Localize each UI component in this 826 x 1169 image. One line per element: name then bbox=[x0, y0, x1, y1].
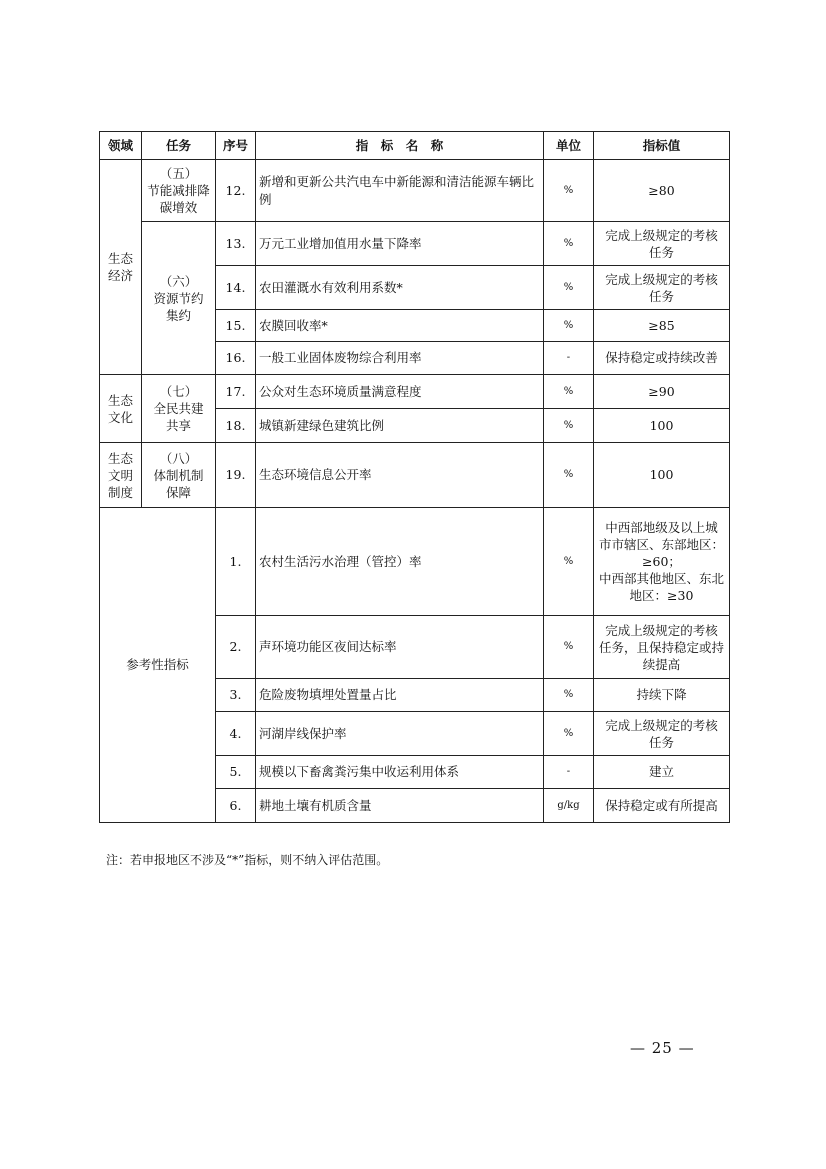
reference-indicators-label: 参考性指标 bbox=[100, 508, 216, 823]
unit-cell: g/kg bbox=[544, 789, 594, 823]
unit-cell: % bbox=[544, 222, 594, 266]
indicator-name: 声环境功能区夜间达标率 bbox=[256, 616, 544, 679]
table-row bbox=[100, 375, 730, 409]
value-cell: ≥80 bbox=[594, 160, 730, 222]
unit-cell: % bbox=[544, 375, 594, 409]
indicator-name: 规模以下畜禽粪污集中收运利用体系 bbox=[256, 756, 544, 789]
header-seq: 序号 bbox=[216, 132, 256, 160]
value-cell: 100 bbox=[594, 443, 730, 508]
indicator-name: 耕地土壤有机质含量 bbox=[256, 789, 544, 823]
seq-cell: 1. bbox=[216, 508, 256, 616]
unit-cell: % bbox=[544, 508, 594, 616]
unit-cell: % bbox=[544, 310, 594, 342]
indicator-name: 城镇新建绿色建筑比例 bbox=[256, 409, 544, 443]
seq-cell: 14. bbox=[216, 266, 256, 310]
seq-cell: 12. bbox=[216, 160, 256, 222]
domain-eco-system: 生态 文明 制度 bbox=[100, 443, 142, 508]
unit-cell: % bbox=[544, 266, 594, 310]
domain-eco-economy: 生态 经济 bbox=[100, 160, 142, 375]
task-8: （八） 体制机制 保障 bbox=[142, 443, 216, 508]
table-row bbox=[100, 508, 730, 616]
seq-cell: 4. bbox=[216, 712, 256, 756]
unit-cell: % bbox=[544, 679, 594, 712]
header-task: 任务 bbox=[142, 132, 216, 160]
header-name: 指 标 名 称 bbox=[256, 132, 544, 160]
seq-cell: 19. bbox=[216, 443, 256, 508]
table-row bbox=[100, 222, 730, 266]
seq-cell: 18. bbox=[216, 409, 256, 443]
value-cell: ≥85 bbox=[594, 310, 730, 342]
indicator-name: 农膜回收率* bbox=[256, 310, 544, 342]
page-number: — 25 — bbox=[630, 1039, 695, 1057]
value-cell: 中西部地级及以上城 市市辖区、东部地区： ≥60； 中西部其他地区、东北 地区：≥30 bbox=[594, 508, 730, 616]
header-unit: 单位 bbox=[544, 132, 594, 160]
unit-cell: % bbox=[544, 443, 594, 508]
domain-eco-culture: 生态 文化 bbox=[100, 375, 142, 443]
task-7: （七） 全民共建 共享 bbox=[142, 375, 216, 443]
table-row bbox=[100, 443, 730, 508]
indicator-name: 农村生活污水治理（管控）率 bbox=[256, 508, 544, 616]
seq-cell: 5. bbox=[216, 756, 256, 789]
value-cell: 持续下降 bbox=[594, 679, 730, 712]
unit-cell: % bbox=[544, 160, 594, 222]
value-cell: 完成上级规定的考核 任务 bbox=[594, 712, 730, 756]
seq-cell: 13. bbox=[216, 222, 256, 266]
header-value: 指标值 bbox=[594, 132, 730, 160]
indicator-name: 河湖岸线保护率 bbox=[256, 712, 544, 756]
header-row bbox=[100, 132, 730, 160]
seq-cell: 17. bbox=[216, 375, 256, 409]
value-cell: 完成上级规定的考核 任务，且保持稳定或持 续提高 bbox=[594, 616, 730, 679]
seq-cell: 3. bbox=[216, 679, 256, 712]
unit-cell: % bbox=[544, 712, 594, 756]
indicator-name: 万元工业增加值用水量下降率 bbox=[256, 222, 544, 266]
value-cell: 100 bbox=[594, 409, 730, 443]
table-row bbox=[100, 160, 730, 222]
header-domain: 领域 bbox=[100, 132, 142, 160]
indicator-name: 生态环境信息公开率 bbox=[256, 443, 544, 508]
indicator-name: 危险废物填埋处置量占比 bbox=[256, 679, 544, 712]
indicator-name: 新增和更新公共汽电车中新能源和清洁能源车辆比例 bbox=[256, 160, 544, 222]
seq-cell: 6. bbox=[216, 789, 256, 823]
task-6: （六） 资源节约 集约 bbox=[142, 222, 216, 375]
unit-cell: % bbox=[544, 616, 594, 679]
indicator-name: 公众对生态环境质量满意程度 bbox=[256, 375, 544, 409]
unit-cell: % bbox=[544, 409, 594, 443]
value-cell: 完成上级规定的考核 任务 bbox=[594, 222, 730, 266]
unit-cell: - bbox=[544, 756, 594, 789]
value-cell: 保持稳定或有所提高 bbox=[594, 789, 730, 823]
indicator-table bbox=[99, 131, 730, 823]
footnote: 注：若申报地区不涉及“*”指标，则不纳入评估范围。 bbox=[106, 853, 389, 867]
value-cell: 建立 bbox=[594, 756, 730, 789]
value-cell: 完成上级规定的考核 任务 bbox=[594, 266, 730, 310]
value-cell: 保持稳定或持续改善 bbox=[594, 342, 730, 375]
indicator-name: 一般工业固体废物综合利用率 bbox=[256, 342, 544, 375]
value-cell: ≥90 bbox=[594, 375, 730, 409]
seq-cell: 16. bbox=[216, 342, 256, 375]
seq-cell: 2. bbox=[216, 616, 256, 679]
task-5: （五） 节能减排降 碳增效 bbox=[142, 160, 216, 222]
unit-cell: - bbox=[544, 342, 594, 375]
indicator-name: 农田灌溉水有效利用系数* bbox=[256, 266, 544, 310]
seq-cell: 15. bbox=[216, 310, 256, 342]
